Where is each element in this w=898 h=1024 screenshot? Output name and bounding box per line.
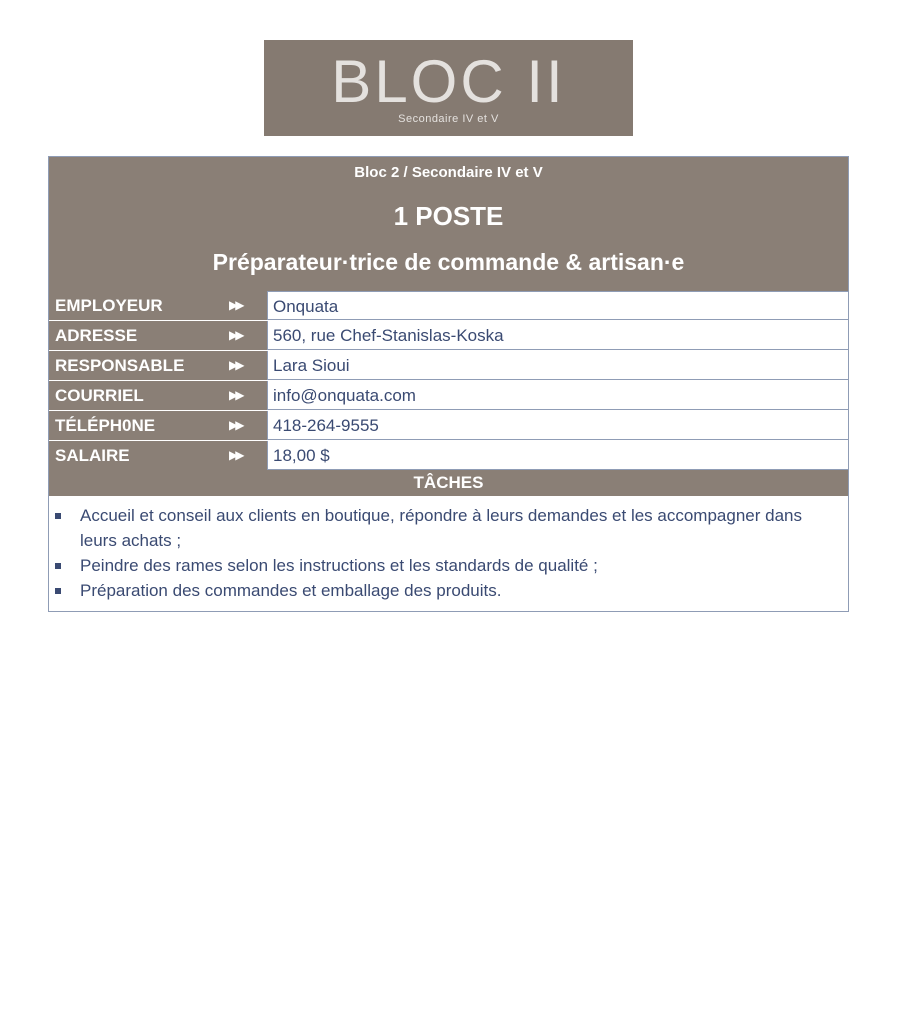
field-label: RESPONSABLE xyxy=(49,351,267,380)
job-title: Préparateur·trice de commande & artisan·e xyxy=(212,249,685,275)
double-arrow-icon: ▶▶ xyxy=(229,388,242,402)
task-text: Accueil et conseil aux clients en boutique, répondre à leurs demandes et les accompagner dans leurs achats ; xyxy=(80,506,802,550)
row-employeur xyxy=(49,291,848,321)
row-salaire xyxy=(49,441,848,471)
job-card xyxy=(48,156,849,612)
double-arrow-icon: ▶▶ xyxy=(229,448,242,462)
square-bullet-icon xyxy=(55,588,61,594)
row-adresse xyxy=(49,321,848,351)
list-item xyxy=(49,578,848,603)
job-header xyxy=(49,157,848,291)
program-label: Bloc 2 / Secondaire IV et V xyxy=(354,164,543,181)
phone-value: 418-264-9555 xyxy=(267,411,848,440)
position-count: 1 POSTE xyxy=(393,201,504,231)
list-item xyxy=(49,503,848,553)
row-courriel xyxy=(49,381,848,411)
field-value: 560, rue Chef-Stanislas-Koska xyxy=(267,321,848,350)
field-value: 18,00 $ xyxy=(267,441,848,470)
task-list xyxy=(49,503,848,603)
double-arrow-icon: ▶▶ xyxy=(229,418,242,432)
square-bullet-icon xyxy=(55,563,61,569)
field-label: TÉLÉPH0NE xyxy=(49,411,267,440)
double-arrow-icon: ▶▶ xyxy=(229,358,242,372)
square-bullet-icon xyxy=(55,513,61,519)
logo-subtitle: Secondaire IV et V xyxy=(398,113,499,125)
double-arrow-icon: ▶▶ xyxy=(229,298,242,312)
logo-title: BLOC II xyxy=(331,48,566,115)
row-responsable xyxy=(49,351,848,381)
task-text: Préparation des commandes et emballage des produits. xyxy=(80,581,502,600)
field-value: Onquata xyxy=(267,291,848,320)
field-value: Lara Sioui xyxy=(267,351,848,380)
row-telephone xyxy=(49,411,848,441)
double-arrow-icon: ▶▶ xyxy=(229,328,242,342)
email-value[interactable]: info@onquata.com xyxy=(267,381,848,410)
field-label: SALAIRE xyxy=(49,441,267,470)
field-label: EMPLOYEUR xyxy=(49,291,267,320)
bloc-logo xyxy=(264,40,633,136)
task-text: Peindre des rames selon les instructions et les standards de qualité ; xyxy=(80,556,598,575)
field-label: COURRIEL xyxy=(49,381,267,410)
field-label: ADRESSE xyxy=(49,321,267,350)
taches-heading: TÂCHES xyxy=(49,470,848,496)
info-table xyxy=(49,291,848,471)
list-item xyxy=(49,553,848,578)
